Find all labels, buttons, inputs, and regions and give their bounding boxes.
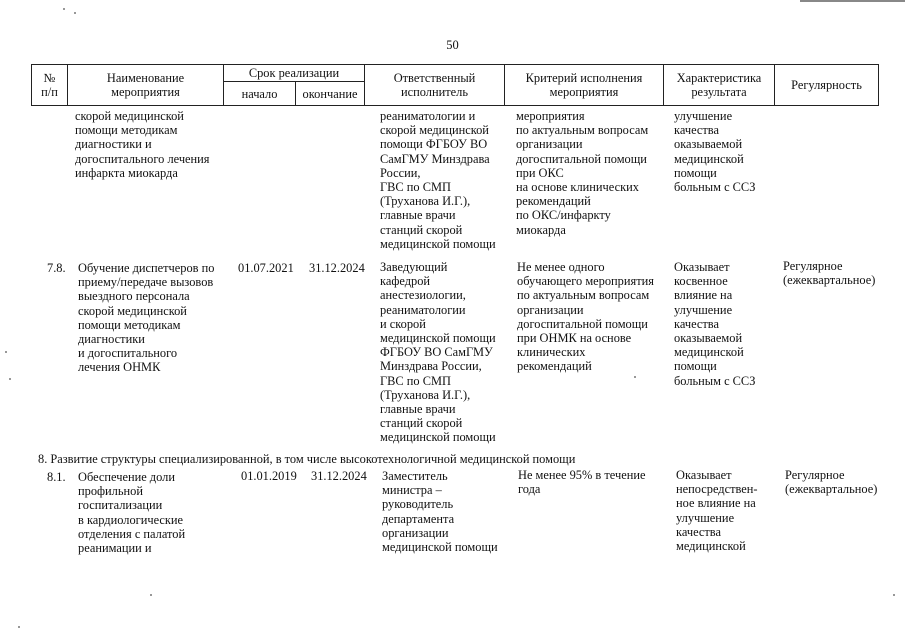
header-responsible: Ответственный исполнитель xyxy=(365,65,505,106)
row-8-1-name: Обеспечение доли профильной госпитализации в кардиологические отделения с палатой реанимации и xyxy=(78,470,186,556)
continuation-criterion: мероприятия по актуальным вопросам организации догоспитальной помощи при ОКС на основе клинических рекомендаций по ОКС/инфаркту миокарда xyxy=(516,109,649,237)
row-7-8-start: 01.07.2021 xyxy=(238,261,294,275)
row-8-1-num: 8.1. xyxy=(47,470,66,484)
continuation-characteristic: улучшение качества оказываемой медицинской помощи больным с ССЗ xyxy=(674,109,756,195)
row-7-8-end: 31.12.2024 xyxy=(309,261,365,275)
continuation-responsible: реаниматологии и скорой медицинской помощи ФГБОУ ВО СамГМУ Минздрава России, ГВС по СМП (Труханова И.Г.), главные врачи станций скорой медицинской помощи xyxy=(380,109,496,251)
table-header xyxy=(31,64,879,106)
row-7-8-characteristic: Оказывает косвенное влияние на улучшение качества оказываемой медицинской помощи больным с ССЗ xyxy=(674,260,756,388)
header-period: Срок реализации xyxy=(224,65,365,82)
header-characteristic: Характеристика результата xyxy=(664,65,775,106)
header-name: Наименование мероприятия xyxy=(68,65,224,106)
row-8-1-responsible: Заместитель министра – руководитель департамента организации медицинской помощи xyxy=(382,469,498,555)
row-8-1-regularity: Регулярное (ежеквартальное) xyxy=(785,468,878,497)
scan-speck xyxy=(18,626,20,628)
row-8-1-characteristic: Оказывает непосредствен- ное влияние на улучшение качества медицинской xyxy=(676,468,758,554)
header-criterion: Критерий исполнения мероприятия xyxy=(505,65,664,106)
row-7-8-criterion: Не менее одного обучающего мероприятия по актуальным вопросам организации догоспитальной помощи при ОНМК на основе клинических рекомендаций xyxy=(517,260,654,374)
row-7-8-regularity: Регулярное (ежеквартальное) xyxy=(783,259,876,288)
scan-speck xyxy=(5,351,7,353)
header-start: начало xyxy=(224,82,296,106)
scan-speck xyxy=(893,594,895,596)
scan-speck xyxy=(9,378,11,380)
header-end: окончание xyxy=(296,82,365,106)
row-7-8-num: 7.8. xyxy=(47,261,66,275)
scan-speck xyxy=(150,594,152,596)
scan-speck xyxy=(634,376,636,378)
page-number: 50 xyxy=(446,38,459,52)
scan-speck xyxy=(63,8,65,10)
row-7-8-responsible: Заведующий кафедрой анестезиологии, реаниматологии и скорой медицинской помощи ФГБОУ ВО СамГМУ Минздрава России, ГВС по СМП (Труханова И.Г.), главные врачи станций скорой медицинской помощи xyxy=(380,260,496,445)
row-8-1-start: 01.01.2019 xyxy=(241,469,297,483)
header-num: № п/п xyxy=(32,65,68,106)
continuation-name: скорой медицинской помощи методикам диагностики и догоспитального лечения инфаркта миокарда xyxy=(75,109,210,180)
row-8-1-criterion: Не менее 95% в течение года xyxy=(518,468,646,497)
header-regularity: Регулярность xyxy=(775,65,879,106)
section-heading: 8. Развитие структуры специализированной, в том числе высокотехнологичной медицинской помощи xyxy=(38,452,576,466)
corner-mark xyxy=(800,0,905,2)
scan-speck xyxy=(74,12,76,14)
row-8-1-end: 31.12.2024 xyxy=(311,469,367,483)
row-7-8-name: Обучение диспетчеров по приему/передаче вызовов выездного персонала скорой медицинской помощи методикам диагностики и догоспитального лечения ОНМК xyxy=(78,261,215,375)
